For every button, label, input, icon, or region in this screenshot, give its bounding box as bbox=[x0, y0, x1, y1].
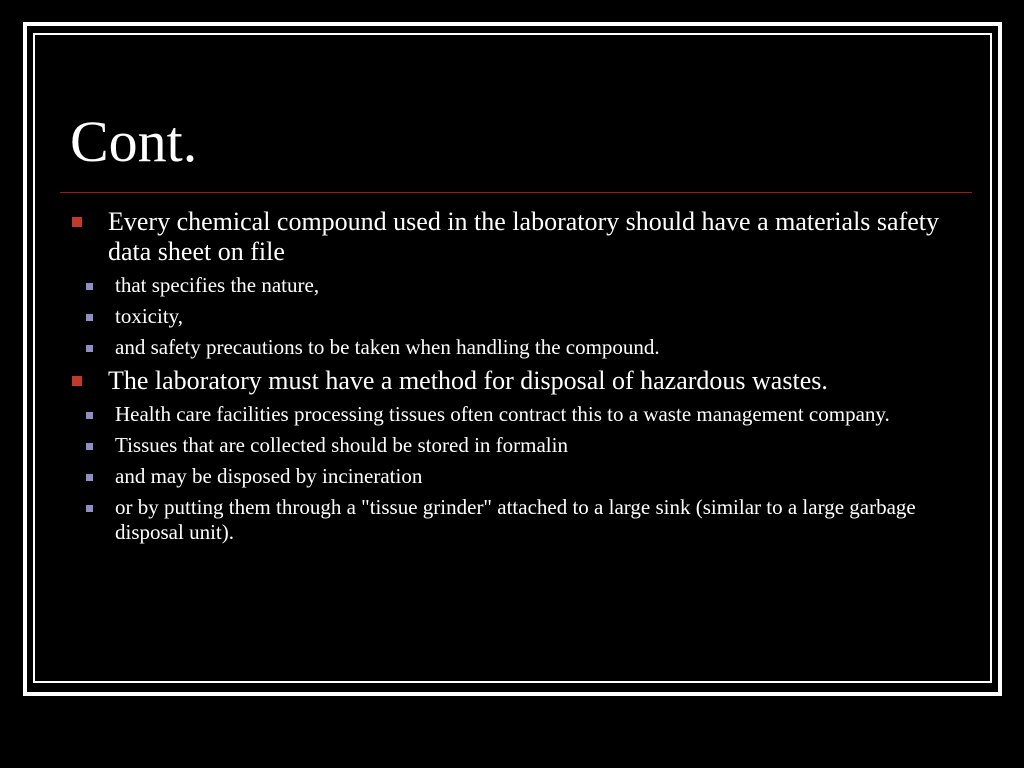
sub-bullet-text: and may be disposed by incineration bbox=[115, 464, 423, 488]
title-divider bbox=[60, 192, 972, 193]
sub-bullet-item bbox=[32, 304, 950, 329]
slide-title: Cont. bbox=[70, 109, 198, 174]
bullet-item bbox=[70, 366, 950, 396]
bullet-item bbox=[70, 207, 950, 267]
bullet-text: Every chemical compound used in the laboratory should have a materials safety data sheet on file bbox=[108, 207, 939, 266]
sub-bullet-text: Health care facilities processing tissues often contract this to a waste management company. bbox=[115, 402, 890, 426]
sub-bullet-item bbox=[32, 273, 950, 298]
sub-bullet-text: toxicity, bbox=[115, 304, 184, 328]
sub-bullet-item bbox=[32, 464, 950, 489]
sub-bullet-text: Tissues that are collected should be stored in formalin bbox=[115, 433, 568, 457]
square-sub-bullet-icon bbox=[86, 345, 93, 352]
sub-bullet-item bbox=[32, 495, 950, 545]
square-bullet-icon bbox=[72, 376, 82, 386]
square-sub-bullet-icon bbox=[86, 474, 93, 481]
square-sub-bullet-icon bbox=[86, 505, 93, 512]
sub-bullet-text: that specifies the nature, bbox=[115, 273, 320, 297]
sub-bullet-item bbox=[32, 335, 950, 360]
square-sub-bullet-icon bbox=[86, 412, 93, 419]
square-sub-bullet-icon bbox=[86, 283, 93, 290]
sub-bullet-list bbox=[70, 273, 950, 360]
slide-content bbox=[70, 207, 950, 551]
sub-bullet-text: and safety precautions to be taken when handling the compound. bbox=[115, 335, 660, 359]
sub-bullet-item bbox=[32, 433, 950, 458]
sub-bullet-list bbox=[70, 402, 950, 545]
sub-bullet-text: or by putting them through a "tissue grinder" attached to a large sink (similar to a large garbage disposal unit). bbox=[115, 495, 916, 544]
square-sub-bullet-icon bbox=[86, 314, 93, 321]
square-sub-bullet-icon bbox=[86, 443, 93, 450]
bullet-text: The laboratory must have a method for disposal of hazardous wastes. bbox=[108, 366, 828, 395]
square-bullet-icon bbox=[72, 217, 82, 227]
sub-bullet-item bbox=[32, 402, 950, 427]
